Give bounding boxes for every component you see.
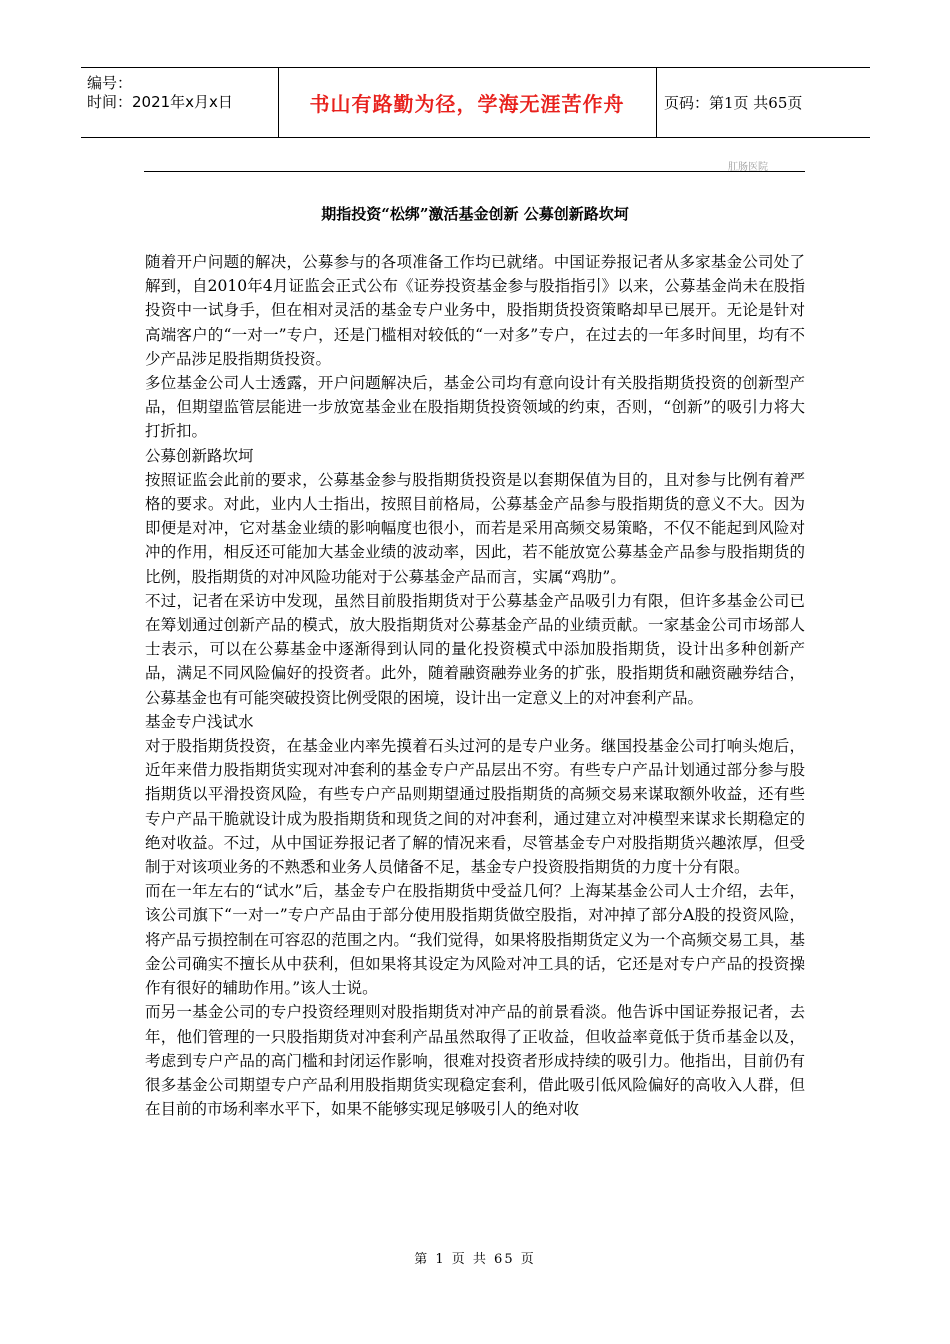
section-heading: 基金专户浅试水	[145, 712, 254, 731]
header-motto-cell	[278, 68, 657, 137]
paragraph: 按照证监会此前的要求，公募基金参与股指期货投资是以套期保值为目的，且对参与比例有着严格的要求。对此，业内人士指出，按照目前格局，公募基金产品参与股指期货的意义不大。因为即便是对冲，它对基金业绩的影响幅度也很小，而若是采用高频交易策略，不仅不能起到风险对冲的作用，相反还可能加大基金业绩的波动率，因此，若不能放宽公募基金产品参与股指期货的比例，股指期货的对冲风险功能对于公募基金产品而言，实属“鸡肋”。	[145, 470, 805, 586]
article-title: 期指投资“松绑”激活基金创新 公募创新路坎坷	[321, 205, 629, 223]
header-page-cell	[656, 68, 870, 137]
section-heading: 公募创新路坎坷	[145, 446, 254, 465]
paragraph: 多位基金公司人士透露，开户问题解决后，基金公司均有意向设计有关股指期货投资的创新型产品，但期望监管层能进一步放宽基金业在股指期货投资领域的约束，否则，“创新”的吸引力将大打折扣。	[145, 374, 805, 441]
header-table	[81, 67, 870, 138]
article-body	[145, 250, 805, 1121]
paragraph: 不过，记者在采访中发现，虽然目前股指期货对于公募基金产品吸引力有限，但许多基金公司已在筹划通过创新产品的模式，放大股指期货对公募基金产品的业绩贡献。一家基金公司市场部人士表示，可以在公募基金中逐渐得到认同的量化投资模式中添加股指期货，设计出多种创新产品，满足不同风险偏好的投资者。此外，随着融资融券业务的扩张，股指期货和融资融券结合，公募基金也有可能突破投资比例受限的困境，设计出一定意义上的对冲套利产品。	[145, 591, 805, 707]
page-footer: 第 1 页 共 65 页	[414, 1252, 536, 1267]
paragraph: 而另一基金公司的专户投资经理则对股指期货对冲产品的前景看淡。他告诉中国证券报记者，去年，他们管理的一只股指期货对冲套利产品虽然取得了正收益，但收益率竟低于货币基金以及，考虑到专户产品的高门槛和封闭运作影响，很难对投资者形成持续的吸引力。他指出，目前仍有很多基金公司期望专户产品利用股指期货实现稳定套利，借此吸引低风险偏好的高收入人群，但在目前的市场利率水平下，如果不能够实现足够吸引人的绝对收	[145, 1003, 805, 1119]
header-watermark: 肛肠医院	[728, 162, 768, 173]
header-info-cell	[81, 68, 279, 137]
paragraph: 随着开户问题的解决，公募参与的各项准备工作均已就绪。中国证券报记者从多家基金公司处了解到，自2010年4月证监会正式公布《证券投资基金参与股指指引》以来，公募基金尚未在股指投资中一试身手，但在相对灵活的基金专户业务中，股指期货投资策略却早已展开。无论是针对高端客户的“一对一”专户，还是门槛相对较低的“一对多”专户，在过去的一年多时间里，均有不少产品涉足股指期货投资。	[145, 253, 805, 368]
time-label: 时间：2021年x月x日	[87, 93, 233, 111]
header-divider	[144, 171, 805, 172]
serial-label: 编号：	[87, 74, 133, 92]
page-number-label: 页码：第1页 共65页	[664, 94, 803, 112]
motto-text: 书山有路勤为径，学海无涯苦作舟	[309, 92, 625, 116]
paragraph: 对于股指期货投资，在基金业内率先摸着石头过河的是专户业务。继国投基金公司打响头炮后，近年来借力股指期货实现对冲套利的基金专户产品层出不穷。有些专户产品计划通过部分参与股指期货以平滑投资风险，有些专户产品则期望通过股指期货的高频交易来谋取额外收益，还有些专户产品干脆就设计成为股指期货和现货之间的对冲套利，通过建立对冲模型来谋求长期稳定的绝对收益。不过，从中国证券报记者了解的情况来看，尽管基金专户对股指期货兴趣浓厚，但受制于对该项业务的不熟悉和业务人员储备不足，基金专户投资股指期货的力度十分有限。	[145, 737, 805, 877]
paragraph: 而在一年左右的“试水”后，基金专户在股指期货中受益几何？上海某基金公司人士介绍，去年，该公司旗下“一对一”专户产品由于部分使用股指期货做空股指，对冲掉了部分A股的投资风险，将产品亏损控制在可容忍的范围之内。“我们觉得，如果将股指期货定义为一个高频交易工具，基金公司确实不擅长从中获利，但如果将其设定为风险对冲工具的话，它还是对专户产品的投资操作有很好的辅助作用。”该人士说。	[145, 882, 805, 998]
